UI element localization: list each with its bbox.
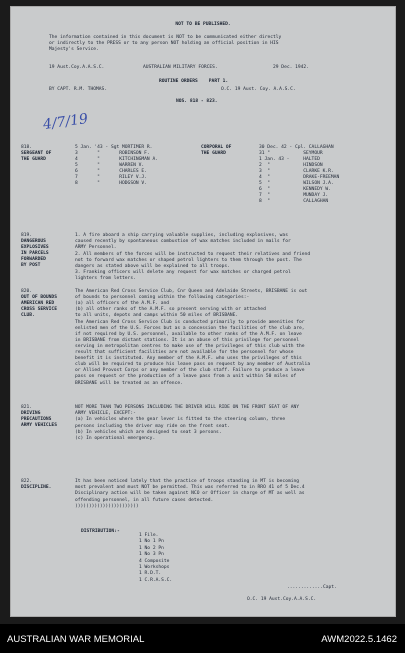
p822-line: Disciplinary action will be taken against NCO or Officer in charge of MT as well as xyxy=(75,491,305,497)
signature-line: .............Capt. xyxy=(287,585,337,590)
distribution-item: 1 No 3 Pn xyxy=(139,552,164,558)
sergeant-roster-line: 3 " ROBINSON F. xyxy=(75,151,150,156)
distribution-item: 1 C.R.A.S.C. xyxy=(139,577,173,583)
corporal-heading-1: CORPORAL OF xyxy=(201,145,232,150)
p819-line: caused recently by spontaneous combustion of wax matches included in mails for xyxy=(75,239,291,245)
sergeant-roster-line: 8 " HODGSON V. xyxy=(75,181,147,186)
corporal-roster-line: 6 " KENNEDY W. xyxy=(259,187,331,192)
corporal-roster-line: 30 Dec. 42 - Cpl. CALLAGHAN xyxy=(259,145,334,150)
force-name: AUSTRALIAN MILITARY FORCES. xyxy=(143,65,218,70)
warning-line-1: The information contained in this document is NOT to be communicated either directly xyxy=(49,35,282,40)
distribution-item: 1 No 1 Pn xyxy=(139,539,164,545)
p820-line: pass on request or the production of a leave pass from a unit within 50 miles of xyxy=(75,374,297,380)
order-numbers: NOS. 818 - 823. xyxy=(176,99,218,104)
p822-heading: DISCIPLINE. xyxy=(21,485,52,490)
p820-line: or Allied Provost Corps or any member of the club staff. Failure to produce a leave xyxy=(75,368,305,374)
p822-line: offending personnel, in all future cases detected. xyxy=(75,497,214,503)
p820-line: club will be required to produce his leave pass on request by any member of Australia xyxy=(75,362,311,368)
p820-line: BRISBANE will be treated as an offence. xyxy=(75,380,183,386)
archive-footer xyxy=(0,624,405,653)
p820-line: if not required by U.S. personnel, available to other ranks of the A.M.F. on leave xyxy=(75,331,302,337)
para-818-number: 818. xyxy=(21,145,33,150)
corporal-heading-2: THE GUARD xyxy=(201,151,226,156)
p821-line: NOT MORE THAN TWO PERSONS INCLUDING THE DRIVER WILL RIDE ON THE FRONT SEAT OF ANY xyxy=(75,405,300,410)
distribution-item: 1 Workshops xyxy=(139,565,170,570)
p819-line: dangers as stated above will be explained to all troops. xyxy=(75,264,230,269)
p820-heading: CROSS SERVICE xyxy=(21,307,57,312)
document-title: NOT TO BE PUBLISHED. xyxy=(175,22,231,27)
corporal-roster-line: 31 " SEYMOUR xyxy=(259,151,323,156)
p819-heading: DANGEROUS xyxy=(21,239,46,244)
p822-line: ))))))))))))))))))))))) xyxy=(75,503,139,509)
corporal-roster-line: 1 Jan. 43 - HALTED xyxy=(259,157,320,162)
p819-heading: IN PARCELS xyxy=(21,251,49,256)
p819-line: 2. All members of the forces will be instructed to request their relatives and friend xyxy=(75,251,311,257)
sergeant-roster-line: 4 " KITCHINGMAN A. xyxy=(75,157,158,162)
p821-line: persons including the driver may ride on the front seat. xyxy=(75,423,230,429)
warning-line-2: or indirectly to the PRESS or to any person NOT holding an official position in HIS xyxy=(49,41,279,46)
p820-heading: OUT OF BOUNDS xyxy=(21,295,57,300)
para-818-heading-2: THE GUARD xyxy=(21,157,46,162)
distribution-label: DISTRIBUTION:- xyxy=(81,529,120,534)
document-date: 29 Dec. 1942. xyxy=(273,65,309,70)
p821-heading: DRIVING xyxy=(21,411,41,416)
corporal-roster-line: 2 " HINDSON xyxy=(259,163,323,168)
distribution-item: 4 Composite xyxy=(139,558,170,564)
sergeant-roster-line: 5 Jan. '43 - Sgt MORTIMER R. xyxy=(75,145,153,150)
p821-heading: PRECAUTIONS xyxy=(21,417,52,422)
p820-line: result that sufficient facilities are not available for the personnel for whose xyxy=(75,350,294,355)
p820-line: The American Red Cross Service Club, Cnr Queen and Adelaide Streets, BRISBANE is out xyxy=(75,289,308,294)
p820-line: benefit it is instituted. Any member of the A.M.F. who uses the privileges of this xyxy=(75,356,302,362)
p819-line: not to forward wax matches or shaped petrol lighters to them through the post. The xyxy=(75,257,302,263)
handwritten-annotation: 4/7/19 xyxy=(42,110,89,134)
p820-heading: AMERICAN RED xyxy=(21,301,55,306)
corporal-roster-line: 3 " CLARKE K.R. xyxy=(259,169,334,174)
p822-line: most prevalent and must NOT be permitted. This was referred to in RRO 41 of 5 Dec.4 xyxy=(75,485,305,491)
sergeant-roster-line: 7 " RILEY V.J. xyxy=(75,175,147,180)
p820-line: (b) all other ranks of the A.M.F. so present serving with or attached xyxy=(75,307,266,313)
p820-line: in BRISBANE from distant stations. It is an abuse of this privilege for personnel xyxy=(75,337,300,343)
p819-line: 1. A fire aboard a ship carrying valuable supplies, including explosives, was xyxy=(75,233,288,238)
p820-line: to all units, depots and camps within 50 miles of BRISBANE. xyxy=(75,313,239,319)
p819-line: ARMY Personnel. xyxy=(75,245,117,251)
p819-heading: FORWARDED xyxy=(21,257,46,262)
p820-line: of bounds to personnel coming within the following categories:- xyxy=(75,295,250,301)
officer-commanding: O.C. 19 Aust. Coy. A.A.S.C. xyxy=(221,87,296,92)
p820-line: serving in metropolitan centres to make use of the privileges of this club with the xyxy=(75,343,305,349)
sergeant-roster-line: 6 " CHARLES E. xyxy=(75,169,147,174)
corporal-roster-line: 4 " DRAKE-FREEMAN xyxy=(259,175,340,180)
orders-title: ROUTINE ORDERS PART 1. xyxy=(159,79,229,84)
warning-line-3: Majesty's Service. xyxy=(49,47,99,52)
issuing-officer: BY CAPT. R.M. THOMAS. xyxy=(49,87,108,92)
corporal-roster-line: 5 " WILSON J.A. xyxy=(259,181,334,186)
p819-heading: BY POST xyxy=(21,263,41,268)
sergeant-roster-line: 5 " WARREN V. xyxy=(75,163,145,168)
p822-line: It has been noticed lately that the practice of troops standing in MT is becoming xyxy=(75,479,300,484)
p821-number: 821. xyxy=(21,405,33,410)
signature-unit: O.C. 19 Aust.Coy.A.A.S.C. xyxy=(247,597,317,602)
p820-heading: CLUB. xyxy=(21,313,35,318)
archive-name: AUSTRALIAN WAR MEMORIAL xyxy=(7,634,145,645)
p819-line: lighters from letters. xyxy=(75,276,136,282)
document-page xyxy=(10,6,396,617)
p821-heading: ARMY VEHICLES xyxy=(21,423,57,428)
para-818-heading-1: SERGEANT OF xyxy=(21,151,52,156)
p820-line: The American Red Cross Service Club is conducted primarily to provide amenities for xyxy=(75,319,305,325)
unit-name: 19 Aust.Coy.A.A.S.C. xyxy=(49,65,105,70)
p819-line: 3. Franking officers will delete any request for wax matches or charged petrol xyxy=(75,270,291,276)
p820-line: (a) all officers of the A.M.F. and xyxy=(75,301,170,307)
p820-line: enlisted men of the U.S. Forces but as a concession the facilities of the club are, xyxy=(75,325,305,331)
p819-heading: EXPLOSIVES xyxy=(21,245,49,250)
p822-number: 822. xyxy=(21,479,33,484)
archive-reference: AWM2022.5.1462 xyxy=(321,634,397,645)
p821-line: (c) In operational emergency. xyxy=(75,436,156,441)
p819-number: 819. xyxy=(21,233,33,238)
p820-number: 820. xyxy=(21,289,33,294)
distribution-item: 1 File. xyxy=(139,533,159,538)
distribution-item: 1 R.D.T. xyxy=(139,571,162,577)
corporal-roster-line: 7 " MUNDAY J. xyxy=(259,193,329,198)
corporal-roster-line: 8 " CALLAGHAN xyxy=(259,199,329,204)
distribution-item: 1 No 2 Pn xyxy=(139,545,164,551)
p821-line: ARMY VEHICLE, EXCEPT:- xyxy=(75,411,136,417)
p821-line: (a) In vehicles where the gear lever is fitted to the steering column, three xyxy=(75,417,286,423)
p821-line: (b) In vehicles which are designed to seat 3 persons. xyxy=(75,429,222,435)
